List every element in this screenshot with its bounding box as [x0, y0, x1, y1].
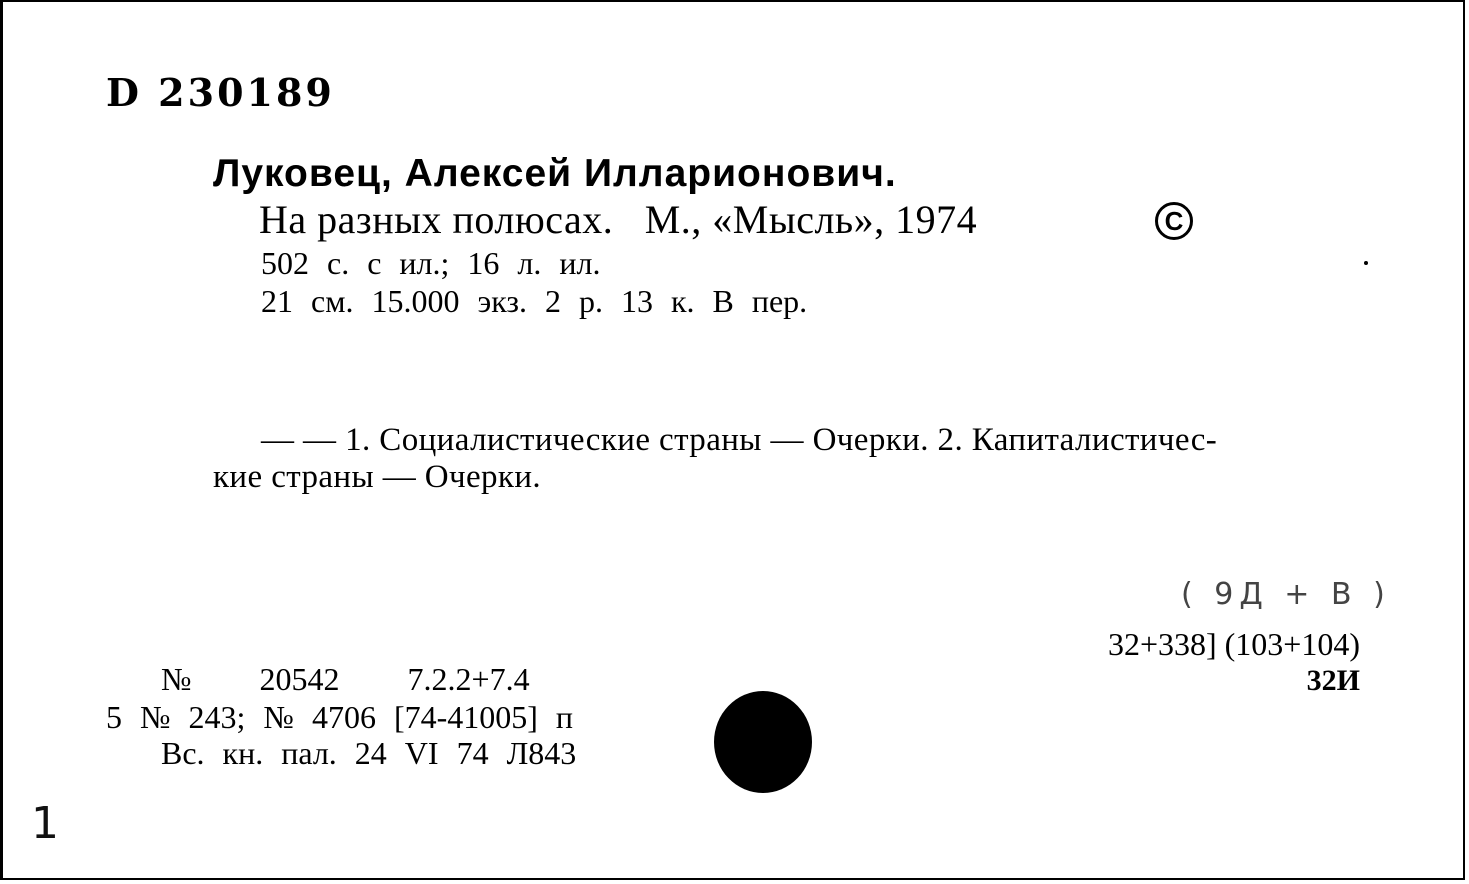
classification-index: 32+338] (103+104) — [1107, 626, 1360, 662]
title-imprint: На разных полюсах. М., «Мысль», 1974 — [259, 197, 978, 242]
handwritten-mark: 1 — [31, 798, 59, 849]
ink-speck — [1364, 261, 1368, 265]
handwritten-note: ( 9Д + В ) — [1181, 577, 1391, 612]
author-heading: Луковец, Алексей Илларионович. — [213, 152, 897, 195]
collation-line-2: 21 см. 15.000 экз. 2 р. 13 к. В пер. — [261, 283, 808, 319]
copyright-icon: C — [1155, 202, 1193, 240]
author-mark: 32И — [1306, 664, 1360, 697]
subject-headings-line-2: кие страны — Очерки. — [213, 459, 542, 495]
card-number-line-3: Вс. кн. пал. 24 VI 74 Л843 — [161, 735, 577, 771]
card-number-line-2: 5 № 243; № 4706 [74-41005] п — [106, 699, 574, 735]
punched-hole — [714, 691, 812, 793]
card-number-line-1: № 20542 7.2.2+7.4 — [161, 661, 530, 697]
collation-line-1: 502 с. с ил.; 16 л. ил. — [261, 245, 601, 281]
subject-headings-line-1: — — 1. Социалистические страны — Очерки. 2. Капиталистичес- — [261, 422, 1218, 458]
call-number: D 230189 — [106, 70, 335, 115]
